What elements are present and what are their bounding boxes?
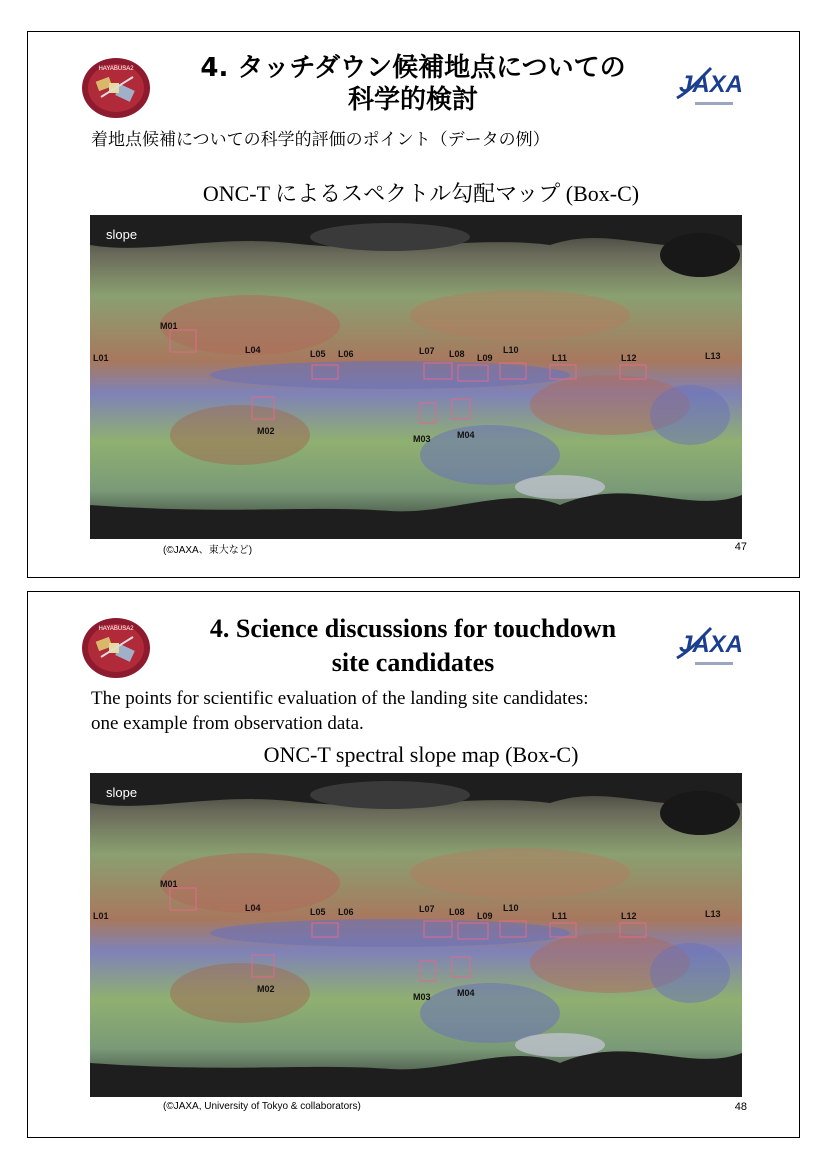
site-label-l13: L13 (705, 909, 721, 919)
site-label-m03: M03 (413, 992, 431, 1002)
svg-text:HAYABUSA2: HAYABUSA2 (98, 66, 134, 72)
site-label-l07: L07 (419, 346, 435, 356)
map-tag-slope: slope (106, 227, 138, 242)
jaxa-logo (671, 620, 749, 674)
slide-subtitle (91, 686, 751, 736)
title-line-1: 4. タッチダウン候補地点についての (200, 53, 626, 83)
site-label-m01: M01 (160, 879, 178, 889)
map-image (90, 215, 742, 539)
spectral-slope-map (90, 773, 742, 1097)
site-label-m01: M01 (160, 321, 178, 331)
site-label-m04: M04 (457, 430, 475, 440)
site-label-l08: L08 (449, 349, 465, 359)
site-label-l01: L01 (93, 911, 109, 921)
slide-48 (27, 591, 800, 1138)
jaxa-logo (671, 60, 749, 114)
title-line-1: 4. Science discussions for touchdown (209, 614, 617, 643)
site-label-l04: L04 (245, 345, 261, 355)
hayabusa2-mission-logo (81, 617, 151, 679)
slide-title (168, 612, 658, 680)
site-label-l05: L05 (310, 349, 326, 359)
site-label-l11: L11 (552, 911, 568, 921)
site-label-l09: L09 (477, 353, 493, 363)
site-label-l13: L13 (705, 351, 721, 361)
svg-text:JAXA: JAXA (678, 71, 744, 98)
map-image (90, 773, 742, 1097)
subtitle-line-1: The points for scientific evaluation of the landing site candidates: (91, 688, 589, 709)
site-label-l04: L04 (245, 903, 261, 913)
slide-title (168, 52, 658, 116)
title-line-2: 科学的検討 (347, 85, 478, 115)
page-number: 48 (734, 1101, 747, 1113)
slide-47 (27, 31, 800, 578)
image-credit: (©JAXA、東大など) (163, 545, 253, 556)
site-label-l06: L06 (338, 907, 354, 917)
svg-text:JAXA: JAXA (678, 631, 744, 658)
site-label-l10: L10 (503, 345, 519, 355)
site-label-l12: L12 (621, 353, 637, 363)
map-caption: ONC-T spectral slope map (Box-C) (263, 742, 579, 767)
site-label-m04: M04 (457, 988, 475, 998)
svg-text:HAYABUSA2: HAYABUSA2 (98, 626, 134, 632)
site-label-l11: L11 (552, 353, 568, 363)
spectral-slope-map (90, 215, 742, 539)
site-label-m02: M02 (257, 984, 275, 994)
site-label-l12: L12 (621, 911, 637, 921)
site-label-l08: L08 (449, 907, 465, 917)
image-credit: (©JAXA, University of Tokyo & collaborators) (163, 1101, 361, 1112)
site-label-m03: M03 (413, 434, 431, 444)
title-line-2: site candidates (331, 648, 495, 677)
site-label-l01: L01 (93, 353, 109, 363)
site-label-l06: L06 (338, 349, 354, 359)
site-label-l09: L09 (477, 911, 493, 921)
map-caption: ONC-T によるスペクトル勾配マップ (Box-C) (202, 181, 640, 206)
slide-subtitle: 着地点候補についての科学的評価のポイント（データの例） (91, 130, 550, 150)
site-label-l07: L07 (419, 904, 435, 914)
hayabusa2-mission-logo (81, 57, 151, 119)
site-label-l10: L10 (503, 903, 519, 913)
site-label-m02: M02 (257, 426, 275, 436)
map-tag-slope: slope (106, 785, 138, 800)
site-label-l05: L05 (310, 907, 326, 917)
subtitle-line-2: one example from observation data. (91, 713, 364, 734)
page-number: 47 (734, 541, 747, 553)
